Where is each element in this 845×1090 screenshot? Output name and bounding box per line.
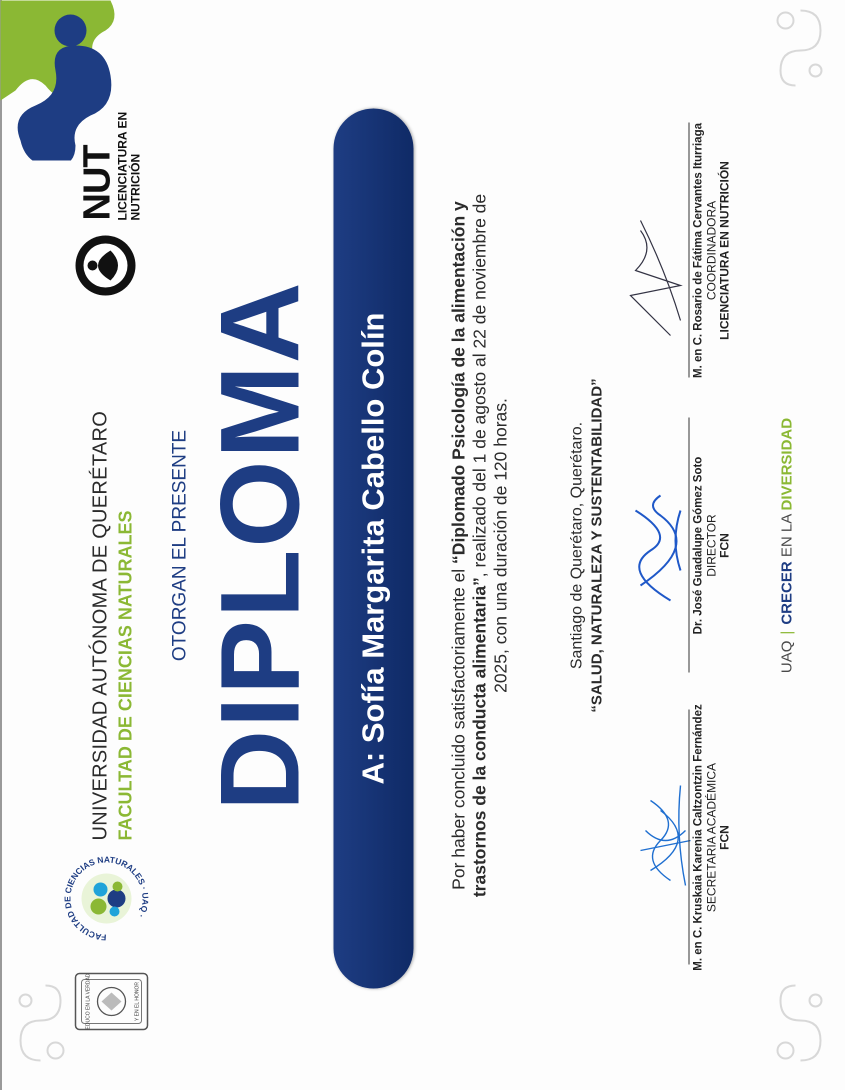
program-name: “Diplomado Psicología de la alimentación y trastornos de la conducta alimentaria” <box>448 200 489 897</box>
uaq-slogan <box>775 290 799 800</box>
slogan-separator: | <box>778 630 795 635</box>
signatory-unit: LICENCIATURA EN NUTRICIÓN <box>717 160 731 340</box>
faculty-name: FACULTAD DE CIENCIAS NATURALES <box>115 510 135 840</box>
university-name: UNIVERSIDAD AUTÓNOMA DE QUERÉTARO <box>89 410 111 840</box>
signatory-role: COORDINADORA <box>704 200 718 300</box>
signature-scrawl <box>610 480 700 610</box>
place: Santiago de Querétaro, Querétaro. <box>568 421 585 669</box>
slogan-diversidad: DIVERSIDAD <box>778 417 795 510</box>
signatory-unit: FCN <box>717 824 731 850</box>
slogan-en-la: EN LA <box>778 514 795 557</box>
signatory-role: DIRECTOR <box>704 513 718 577</box>
corner-ornament <box>770 0 830 90</box>
nut-logo-line1: LICENCIATURA EN <box>115 111 129 220</box>
signature-scrawl <box>610 210 700 340</box>
corner-ornament <box>10 980 70 1070</box>
diploma-title: DIPLOMA <box>197 279 322 811</box>
signature-block-director <box>688 410 731 680</box>
nut-logo-line2: NUTRICIÓN <box>128 153 142 220</box>
signature-block-coordinadora <box>688 115 731 385</box>
signature-line <box>688 710 689 965</box>
fcn-logo <box>62 854 150 942</box>
svg-text:FACULTAD DE CIENCIAS NATURALES: FACULTAD DE CIENCIAS NATURALES · UAQ · <box>62 854 150 942</box>
corner-ornament <box>770 980 830 1070</box>
signature-block-secretaria <box>688 702 731 972</box>
signatory-name: M. en C. Kruskaia Karenia Caltzontzin Fernández <box>692 703 704 971</box>
svg-text:EDUCO EN LA VERDAD: EDUCO EN LA VERDAD <box>85 973 91 1029</box>
grant-heading: OTORGAN EL PRESENTE <box>169 429 190 661</box>
award-statement <box>448 180 511 910</box>
signature-line <box>688 418 689 673</box>
award-intro: Por haber concluido satisfactoriamente el <box>448 563 468 890</box>
slogan-crecer: CRECER <box>778 560 795 625</box>
signatory-role: SECRETARIA ACADÉMICA <box>704 762 718 912</box>
decorative-blob <box>0 0 140 160</box>
nut-logo-title: NUT <box>76 144 118 220</box>
uaq-seal-logo <box>72 970 150 1032</box>
motto: “SALUD, NATURALEZA Y SUSTENTABILIDAD” <box>588 377 605 713</box>
recipient-name: A: Sofía Margarita Cabello Colín <box>355 312 390 784</box>
slogan-uaq: UAQ <box>778 640 795 673</box>
svg-text:Y EN EL HONOR: Y EN EL HONOR <box>134 981 140 1021</box>
nut-emblem-logo <box>70 220 140 310</box>
signatory-name: M. en C. Rosario de Fátima Cervantes Iturriaga <box>692 122 704 378</box>
signature-line <box>688 123 689 378</box>
award-details: , realizado del 1 de agosto al 22 de noviembre de 2025, con una duración de 120 horas. <box>469 193 510 693</box>
signatory-name: Dr. José Guadalupe Gómez Soto <box>692 456 704 634</box>
signatory-unit: FCN <box>717 532 731 558</box>
